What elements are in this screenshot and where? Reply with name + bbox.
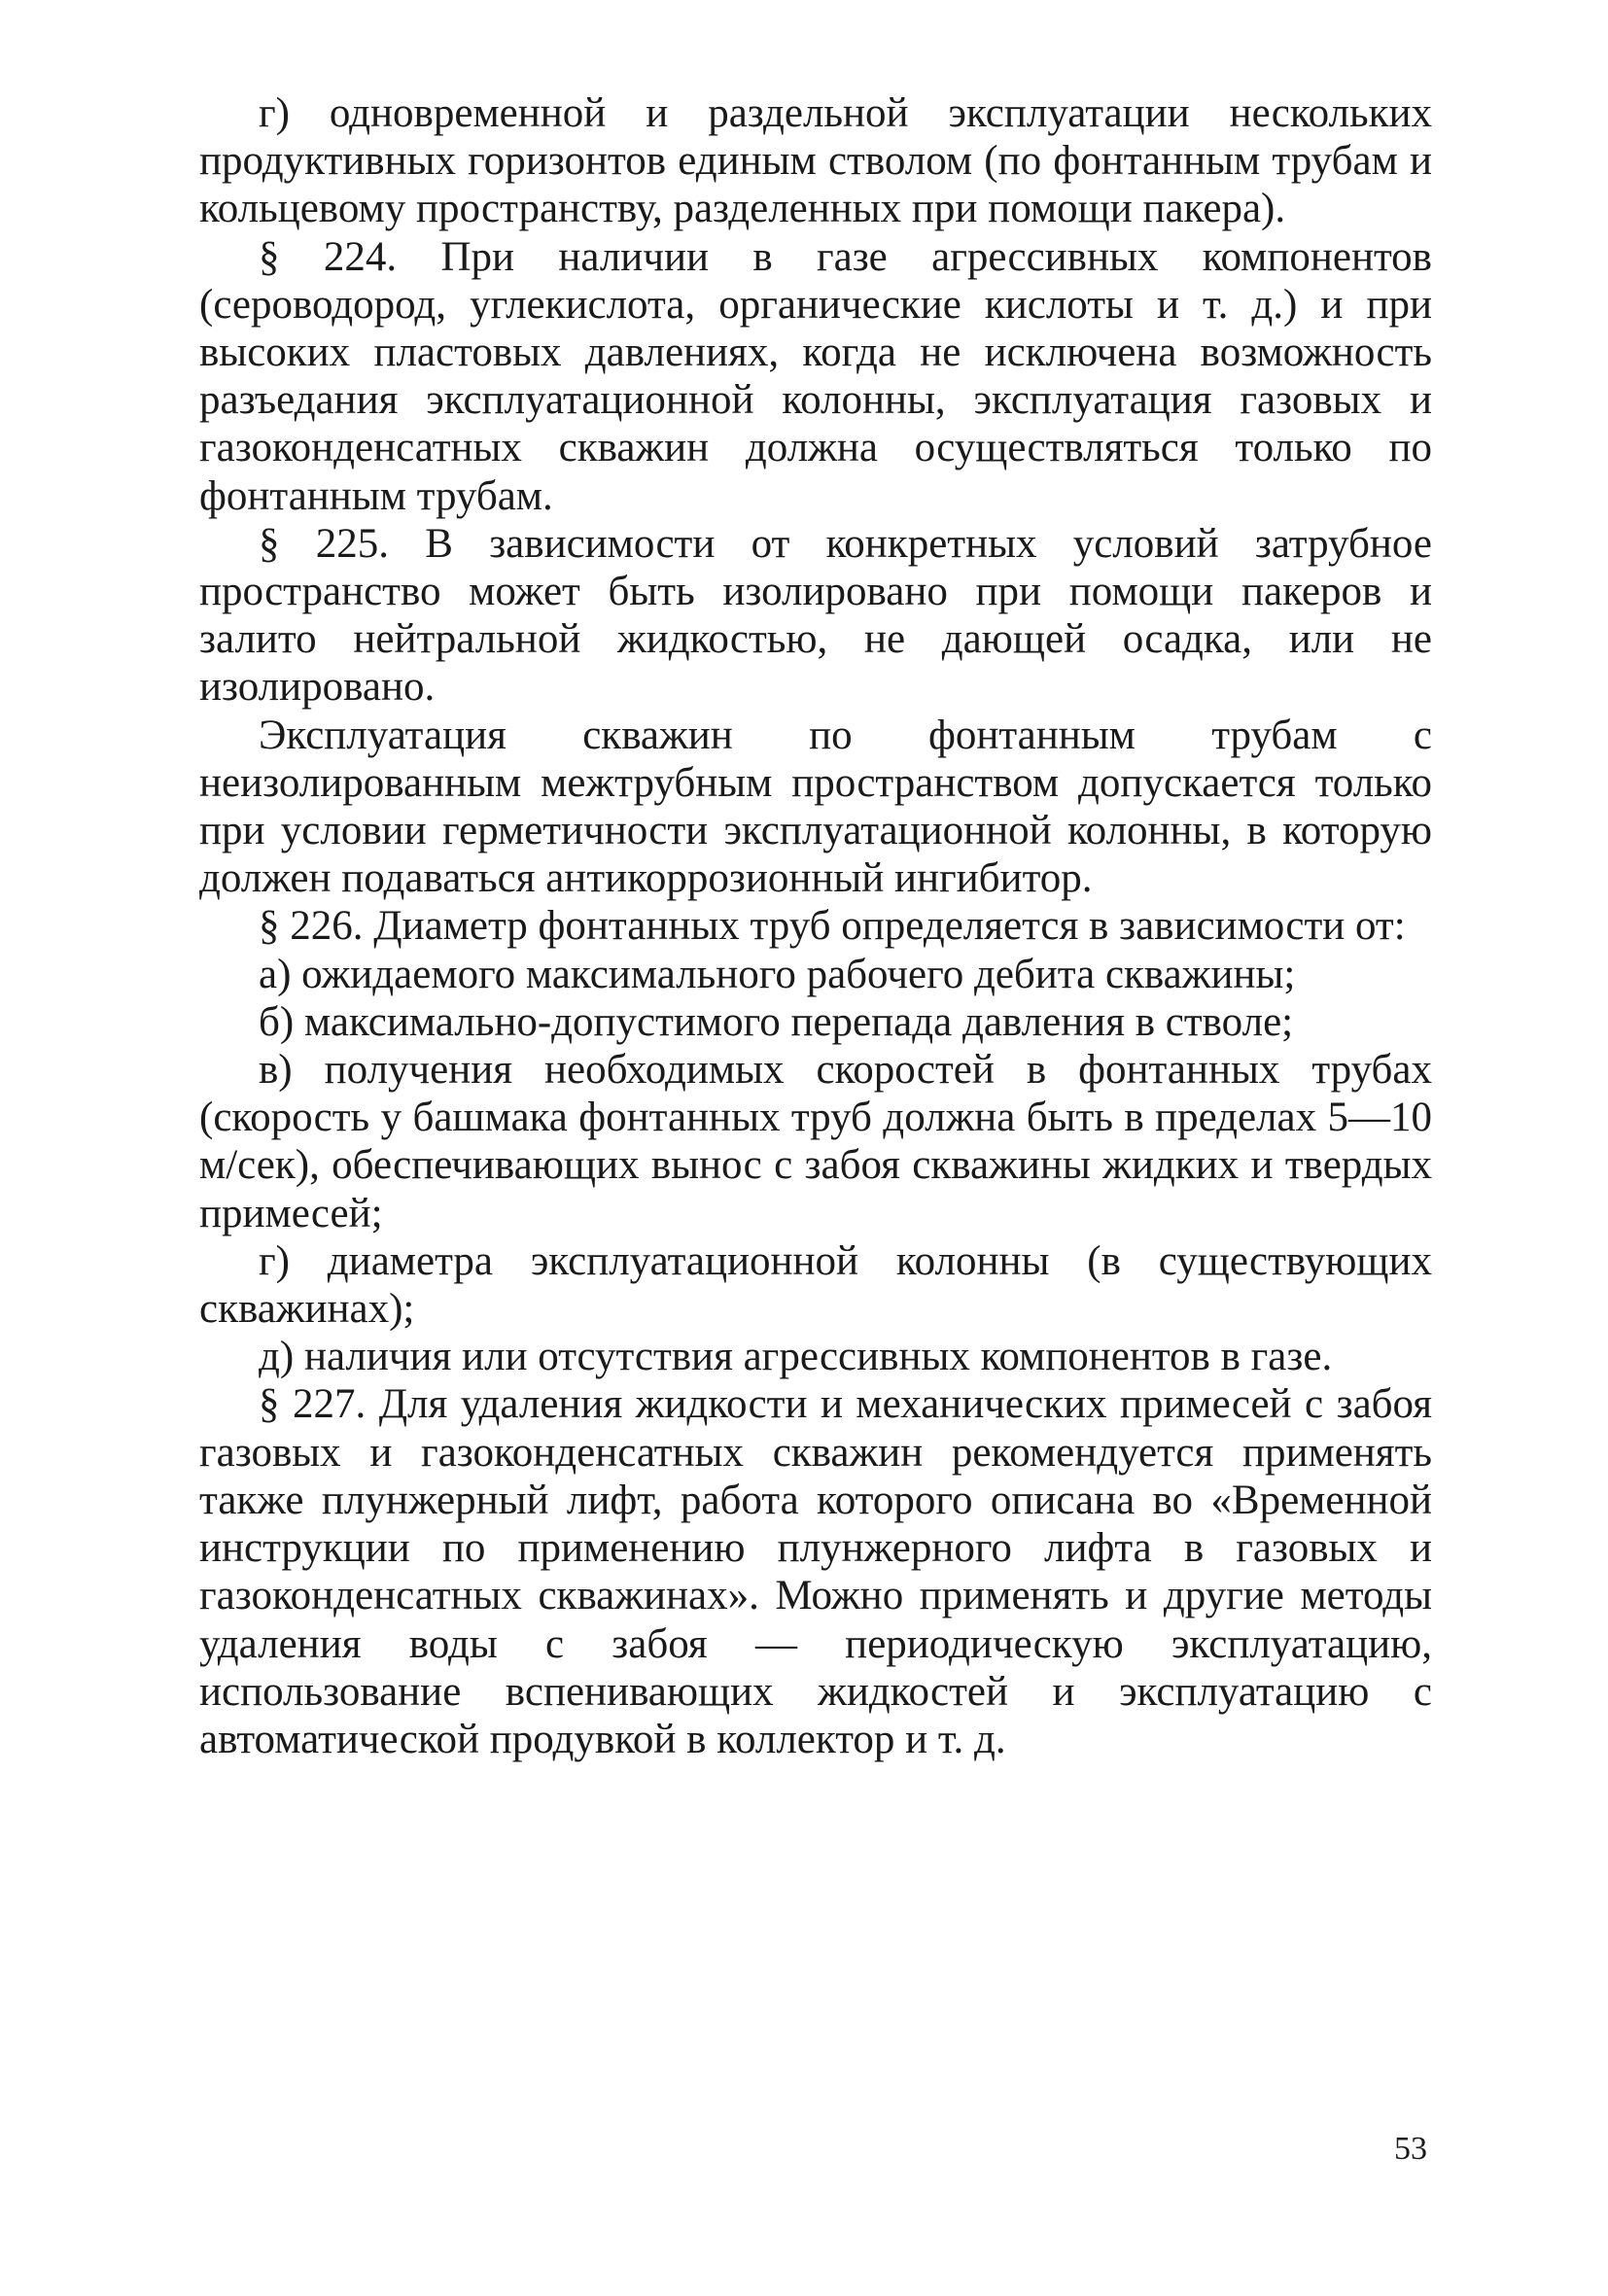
list-item-d: д) наличия или отсутствия агрессивных компонентов в газе. [259, 1334, 1333, 1380]
page-number: 53 [1394, 2131, 1427, 2167]
paragraph-section-224: § 224. При наличии в газе агрессивных компонентов (сероводород, углекислота, органические кислоты и т. д.) и при высоких пластовых давлениях, когда не исключена возможность разъедания эксплуатационной колонны, эксплуатация газовых и газоконденсатных скважин должна осуществляться только по фонтанным трубам. [199, 233, 1432, 519]
paragraph-operation-note: Эксплуатация скважин по фонтанным трубам с неизолированным межтрубным пространством допускается только при условии герметичности эксплуатационной колонны, в которую должен подаваться антикоррозионный ингибитор. [199, 712, 1432, 902]
paragraph-item-g-simultaneous-operation: г) одновременной и раздельной эксплуатации нескольких продуктивных горизонтов единым стволом (по фонтанным трубам и кольцевому пространству, разделенных при помощи пакера). [199, 90, 1432, 232]
paragraph-section-226: § 226. Диаметр фонтанных труб определяется в зависимости от: [259, 903, 1406, 950]
list-item-g: г) диаметра эксплуатационной колонны (в существующих скважинах); [199, 1237, 1432, 1333]
list-item-b: б) максимально-допустимого перепада давления в стволе; [259, 998, 1294, 1045]
list-item-a: а) ожидаемого максимального рабочего дебита скважины; [259, 951, 1296, 997]
paragraph-section-227: § 227. Для удаления жидкости и механических примесей с забоя газовых и газоконденсатных скважин рекомендуется применять также плунжерный лифт, работа которого описана во «Временной инструкции по применению плунжерного лифта в газовых и газоконденсатных скважинах». Можно применять и другие методы удаления воды с забоя — периодическую эксплуатацию, использование вспенивающих жидкостей и эксплуатацию с автоматической продувкой в коллектор и т. д. [199, 1381, 1432, 1762]
paragraph-section-225: § 225. В зависимости от конкретных условий затрубное пространство может быть изолировано при помощи пакеров и залито нейтральной жидкостью, не дающей осадка, или не изолировано. [199, 520, 1432, 711]
list-item-v: в) получения необходимых скоростей в фонтанных трубах (скорость у башмака фонтанных труб должна быть в пределах 5—10 м/сек), обеспечивающих вынос с забоя скважины жидких и твердых примесей; [199, 1047, 1432, 1236]
page-body [199, 89, 1432, 1763]
